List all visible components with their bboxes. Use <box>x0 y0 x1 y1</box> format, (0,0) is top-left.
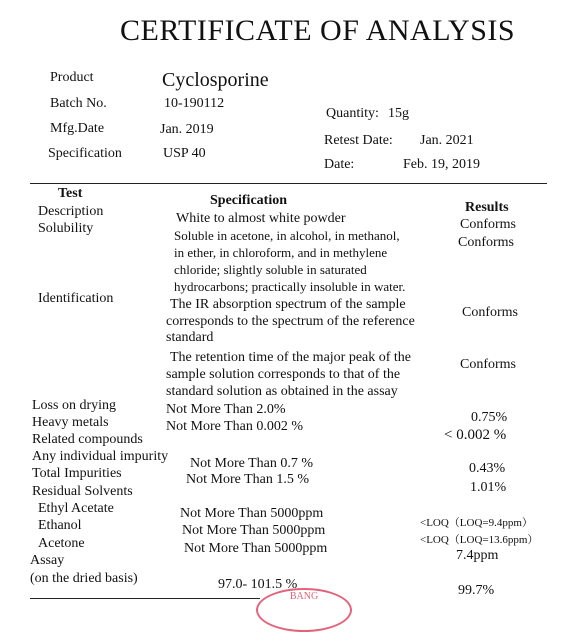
batch-value: 10-190112 <box>164 96 225 111</box>
test-acetone: Acetone <box>38 536 85 551</box>
result-total-impurities: 1.01% <box>470 480 507 495</box>
result-heavy-metals: < 0.002 % <box>444 427 507 443</box>
spec-assay: 97.0- 101.5 % <box>218 577 298 592</box>
spec-solubility-line: Soluble in acetone, in alcohol, in methanol, <box>174 228 400 243</box>
column-results-header: Results <box>465 200 509 215</box>
result-ethyl-acetate: <LOQ（LOQ=9.4ppm） <box>420 517 533 529</box>
batch-label: Batch No. <box>50 96 107 111</box>
header-rule <box>30 183 547 184</box>
test-heavy-metals: Heavy metals <box>32 415 109 430</box>
stamp-text: BANG <box>289 591 319 602</box>
test-related-compounds: Related compounds <box>32 432 143 447</box>
result-solubility: Conforms <box>458 235 514 250</box>
test-ethyl-acetate: Ethyl Acetate <box>38 501 114 516</box>
test-any-individual-impurity: Any individual impurity <box>32 449 169 464</box>
spec-ethyl-acetate: Not More Than 5000ppm <box>180 506 324 521</box>
product-value: Cyclosporine <box>162 69 269 91</box>
product-label: Product <box>50 70 94 85</box>
spec-identification-hplc-line: sample solution corresponds to that of the <box>166 367 401 382</box>
result-description: Conforms <box>460 217 516 232</box>
retest-date-label: Retest Date: <box>324 133 393 148</box>
spec-heavy-metals: Not More Than 0.002 % <box>166 419 303 434</box>
specification-value: USP 40 <box>163 146 206 161</box>
specification-label: Specification <box>48 146 122 161</box>
result-ethanol: <LOQ（LOQ=13.6ppm） <box>420 534 539 546</box>
spec-total-impurities: Not More Than 1.5 % <box>186 472 309 487</box>
document-title: CERTIFICATE OF ANALYSIS <box>120 14 516 47</box>
result-acetone: 7.4ppm <box>456 548 499 563</box>
test-total-impurities: Total Impurities <box>32 466 122 481</box>
mfg-date-label: Mfg.Date <box>50 121 105 136</box>
test-identification: Identification <box>38 291 114 306</box>
test-assay: Assay <box>30 553 65 568</box>
test-solubility: Solubility <box>38 221 94 236</box>
spec-identification-ir-line: standard <box>166 330 214 345</box>
spec-description: White to almost white powder <box>176 211 346 226</box>
test-assay-sub: (on the dried basis) <box>30 571 138 586</box>
spec-ethanol: Not More Than 5000ppm <box>182 523 326 538</box>
result-identification-ir: Conforms <box>462 305 518 320</box>
test-ethanol: Ethanol <box>38 518 82 533</box>
result-identification-hplc: Conforms <box>460 357 516 372</box>
date-value: Feb. 19, 2019 <box>403 157 480 172</box>
spec-identification-hplc-line: standard solution as obtained in the assay <box>166 384 398 399</box>
date-label: Date: <box>324 157 355 172</box>
spec-identification-ir-line: The IR absorption spectrum of the sample <box>170 297 406 312</box>
spec-solubility-line: hydrocarbons; practically insoluble in water. <box>174 279 406 294</box>
spec-any-individual-impurity: Not More Than 0.7 % <box>190 456 313 471</box>
spec-identification-ir-line: corresponds to the spectrum of the reference <box>166 314 415 329</box>
mfg-date-value: Jan. 2019 <box>160 122 214 137</box>
result-any-individual-impurity: 0.43% <box>469 461 506 476</box>
quantity-label: Quantity: <box>326 106 379 121</box>
spec-identification-hplc-line: The retention time of the major peak of the <box>170 350 412 365</box>
spec-solubility-line: in ether, in chloroform, and in methylene <box>174 245 388 260</box>
result-assay: 99.7% <box>458 583 495 598</box>
test-residual-solvents: Residual Solvents <box>32 484 133 499</box>
spec-acetone: Not More Than 5000ppm <box>184 541 328 556</box>
column-specification-header: Specification <box>210 193 287 208</box>
result-loss-on-drying: 0.75% <box>471 410 508 425</box>
footer-rule <box>30 598 260 599</box>
test-loss-on-drying: Loss on drying <box>32 398 116 413</box>
retest-date-value: Jan. 2021 <box>420 133 474 148</box>
quantity-value: 15g <box>388 106 409 121</box>
spec-solubility-line: chloride; slightly soluble in saturated <box>174 262 367 277</box>
test-description: Description <box>38 204 104 219</box>
spec-loss-on-drying: Not More Than 2.0% <box>166 402 286 417</box>
column-test-header: Test <box>58 186 83 201</box>
company-stamp <box>256 588 352 632</box>
